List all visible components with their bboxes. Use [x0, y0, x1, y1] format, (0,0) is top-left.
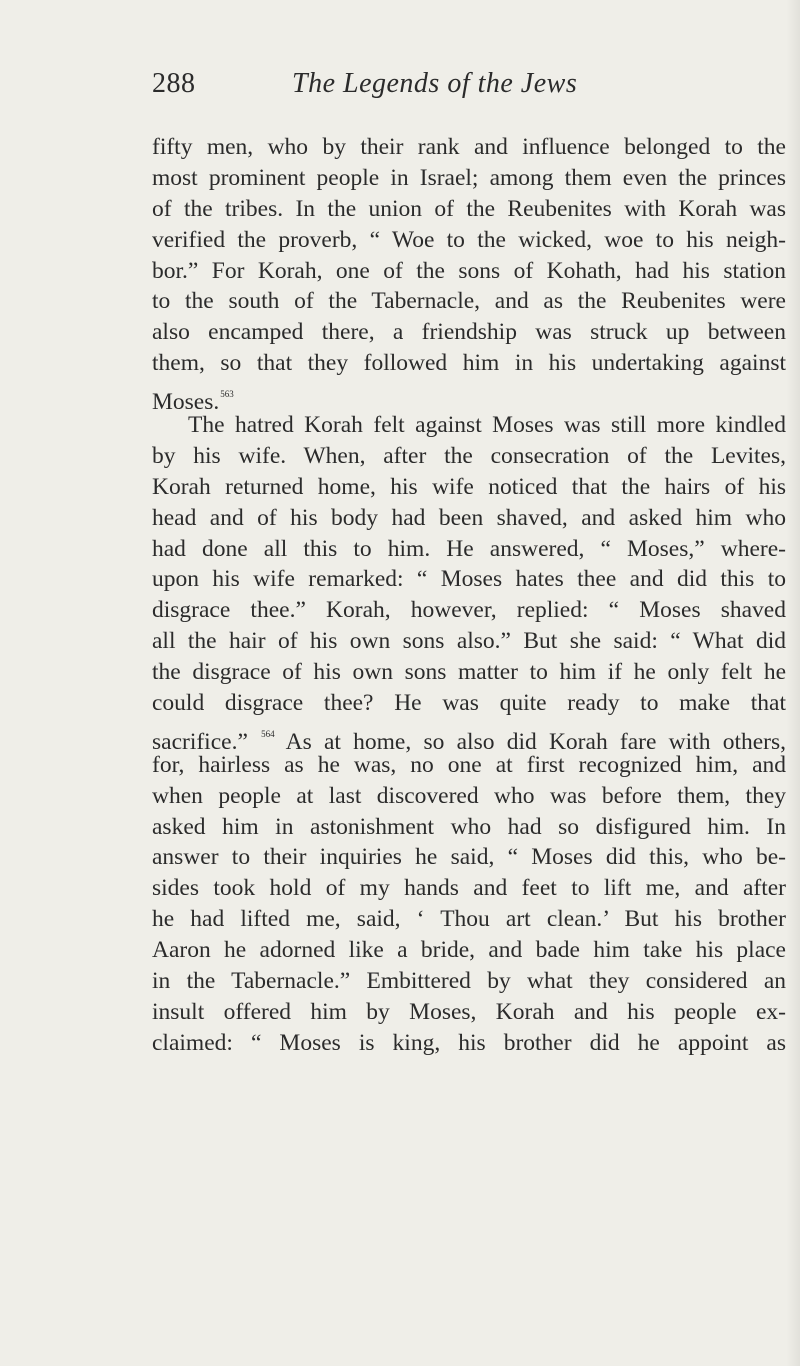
text-line: asked him in astonishment who had so disfigured him. In	[152, 813, 786, 840]
text-fragment: As at home, so also did Korah fare with others,	[285, 728, 787, 755]
text-line: claimed: “ Moses is king, his brother did he appoint as	[152, 1029, 786, 1056]
text-line: verified the proverb, “ Woe to the wicked, woe to his neigh-	[152, 226, 786, 253]
text-line: disgrace thee.” Korah, however, replied: “ Moses shaved	[152, 597, 786, 624]
text-line: fifty men, who by their rank and influence belonged to the	[152, 134, 786, 160]
text-line: to the south of the Tabernacle, and as the Reubenites were	[152, 288, 786, 315]
page-number: 288	[152, 68, 196, 99]
footnote-ref: 564	[261, 728, 275, 739]
running-title: The Legends of the Jews	[292, 68, 578, 99]
page-header	[152, 68, 632, 108]
text-line: had done all this to him. He answered, “ Moses,” where-	[152, 535, 786, 562]
text-line: could disgrace thee? He was quite ready to make that	[152, 690, 786, 717]
text-line: all the hair of his own sons also.” But she said: “ What did	[152, 628, 786, 655]
text-line: upon his wife remarked: “ Moses hates thee and did this to	[152, 566, 786, 593]
text-line: in the Tabernacle.” Embittered by what they considered an	[152, 968, 786, 995]
text-line: for, hairless as he was, no one at first recognized him, and	[152, 751, 786, 778]
text-line: head and of his body had been shaved, and asked him who	[152, 504, 786, 531]
page-edge-shadow	[786, 0, 800, 1366]
text-line: also encamped there, a friendship was struck up between	[152, 319, 786, 346]
text-fragment: sacrifice.”	[152, 728, 248, 755]
text-line: answer to their inquiries he said, “ Moses did this, who be-	[152, 844, 786, 871]
text-line: sides took hold of my hands and feet to lift me, and after	[152, 875, 786, 902]
text-line: he had lifted me, said, ‘ Thou art clean.’ But his brother	[152, 906, 786, 933]
text-line: the disgrace of his own sons matter to him if he only felt he	[152, 659, 786, 686]
body-text	[152, 132, 786, 1059]
text-line: insult offered him by Moses, Korah and his people ex-	[152, 998, 786, 1025]
text-line: by his wife. When, after the consecration of the Levites,	[152, 442, 786, 469]
text-line: Korah returned home, his wife noticed that the hairs of his	[152, 473, 786, 500]
footnote-ref: 563	[220, 389, 234, 400]
text-fragment: Moses.	[152, 389, 220, 416]
text-line: when people at last discovered who was before them, they	[152, 782, 786, 809]
text-line: most prominent people in Israel; among them even the princes	[152, 164, 786, 191]
text-line: of the tribes. In the union of the Reubenites with Korah was	[152, 195, 786, 222]
text-line: bor.” For Korah, one of the sons of Kohath, had his station	[152, 257, 786, 284]
text-line: them, so that they followed him in his undertaking against	[152, 350, 786, 377]
paragraph-start-line: The hatred Korah felt against Moses was still more kindled	[188, 412, 786, 439]
text-line	[152, 379, 786, 416]
text-line	[152, 719, 787, 755]
text-line: Aaron he adorned like a bride, and bade him take his place	[152, 937, 786, 964]
